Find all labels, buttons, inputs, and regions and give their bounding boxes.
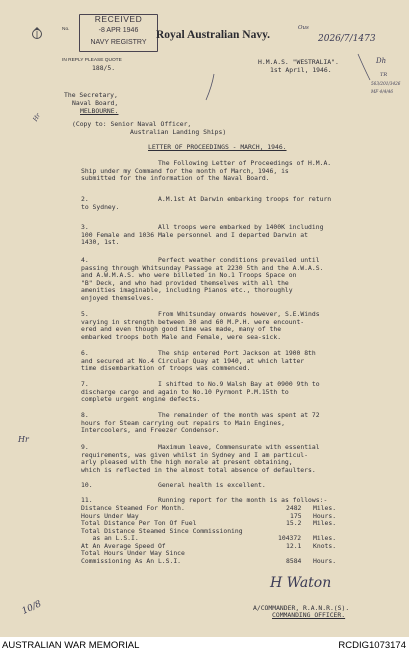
paragraph-4-line-6: enjoyed themselves. xyxy=(81,293,155,302)
report-row-label: Total Hours Under Way Since xyxy=(81,549,185,557)
signoff-title: COMMANDING OFFICER. xyxy=(272,611,346,619)
report-row-value: 15.2 xyxy=(286,519,302,527)
paragraph-7-number: 7. xyxy=(81,380,89,388)
report-row-value: 8584 xyxy=(286,556,302,565)
report-row-label: Commissioning As An L.S.I. xyxy=(81,556,182,565)
report-row-label: Total Distance Steamed Since Commissioning xyxy=(81,526,243,535)
addressee-line-1: The Secretary, xyxy=(64,91,118,99)
report-row-value: 2482 xyxy=(286,504,302,512)
letter-date: 1st April, 1946. xyxy=(270,66,332,74)
paragraph-1-line-1: The Following Letter of Proceedings of H.M.A. xyxy=(158,159,332,167)
paragraph-2-line-2: to Sydney. xyxy=(81,203,120,211)
paragraph-6-line-2: and secured at No.4 Circular Quay at 1940, at which latter xyxy=(81,356,305,365)
letterhead: Royal Australian Navy. xyxy=(156,29,271,41)
paragraph-6-number: 6. xyxy=(81,349,89,357)
handwritten-file-reference: 2026/7/1473 xyxy=(318,34,376,44)
paragraph-5-number: 5. xyxy=(81,310,89,318)
report-row-label: Hours Under Way xyxy=(81,511,139,520)
paragraph-8-line-2: hours for Steam carrying out repairs to Main Engines, xyxy=(81,418,285,427)
stamp-line-received: RECEIVED xyxy=(94,14,143,24)
paragraph-9-line-2: requirements, was given whilst in Sydney and I am particul- xyxy=(81,450,309,459)
footer-record-id: RCDIG1073174 xyxy=(338,640,406,651)
paragraph-3-number: 3. xyxy=(81,223,89,231)
paragraph-8-number: 8. xyxy=(81,411,89,419)
paragraph-4-line-4: "B" Deck, and who had provided themselves with all the xyxy=(81,278,289,287)
paragraph-4-line-5: amenities imaginable, including Pianos etc., thoroughly xyxy=(81,286,293,294)
paragraph-5-line-2: varying in strength between 30 and 60 M.P.H. were encount- xyxy=(81,317,305,326)
pencil-stroke-mark xyxy=(200,72,220,102)
paragraph-9-line-1: Maximum leave, Commensurate with essential xyxy=(158,443,320,451)
ship-name: H.M.A.S. "WESTRALIA". xyxy=(258,58,339,66)
paragraph-9-line-3: arly pleased with the high morale at present obtaining, xyxy=(81,458,293,466)
paragraph-7-line-3: complete urgent engine defects. xyxy=(81,395,201,403)
stamp-line-date: -8 APR 1946 xyxy=(98,27,139,34)
paragraph-4-number: 4. xyxy=(81,256,89,264)
paragraph-5-line-3: ered and even though good time was made, many of the xyxy=(81,325,282,333)
handwritten-note-3: 563/201/3426 xyxy=(371,81,401,86)
handwritten-margin-note: Hr xyxy=(31,112,43,123)
paragraph-7-line-2: discharge cargo and again to No.10 Pyrmont P.M.15th to xyxy=(81,387,289,396)
handwritten-note-4: MF 4/4/46 xyxy=(371,89,394,94)
reply-quote-label: IN REPLY PLEASE QUOTE xyxy=(62,58,122,63)
handwritten-note-2: TR xyxy=(380,72,388,78)
handwritten-margin-note-lower: Hr xyxy=(18,435,29,444)
margin-number-label: No. xyxy=(62,27,70,32)
signature: H Waton xyxy=(270,575,332,591)
report-row-unit: Knots. xyxy=(313,541,337,550)
report-row-label: as an L.S.I. xyxy=(81,534,139,542)
paragraph-7-line-1: I shifted to No.9 Walsh Bay at 0900 9th to xyxy=(158,380,320,388)
handwritten-note-1: Dh xyxy=(376,57,387,65)
reference-number: 188/5. xyxy=(92,64,116,72)
report-row-label: At An Average Speed Of xyxy=(81,541,166,550)
paragraph-8-line-3: Intercoolers, and Freezer Condensor. xyxy=(81,426,220,434)
paragraph-10-line-1: General health is excellent. xyxy=(158,481,266,489)
copy-to-line-2: Australian Landing Ships) xyxy=(130,128,227,136)
report-row-value: 12.1 xyxy=(286,541,302,550)
report-row-value: 104372 xyxy=(278,534,302,542)
paragraph-11-number: 11. xyxy=(81,496,93,504)
paragraph-4-line-2: passing through Whitsunday Passage at 2230 5th and the A.W.A.S. xyxy=(81,263,324,272)
paragraph-9-number: 9. xyxy=(81,443,89,451)
report-row-unit: Hours. xyxy=(313,556,337,565)
signoff-rank: A/COMMANDER, R.A.N.R.(S). xyxy=(253,604,350,612)
subject-line: LETTER OF PROCEEDINGS - MARCH, 1946. xyxy=(148,143,287,151)
handwritten-bottom-mark: 10/8 xyxy=(20,599,44,617)
paragraph-3-line-3: 1430, 1st. xyxy=(81,238,120,246)
addressee-line-3: MELBOURNE. xyxy=(80,107,119,115)
report-intro: Running report for the month is as follows:- xyxy=(158,496,328,504)
report-row-value: 175 xyxy=(290,511,302,520)
paragraph-10-number: 10. xyxy=(81,481,93,489)
report-row-label: Distance Steamed For Month. xyxy=(81,504,185,512)
stamp-line-registry: NAVY REGISTRY xyxy=(90,39,147,46)
paragraph-8-line-1: The remainder of the month was spent at 72 xyxy=(158,411,320,419)
paragraph-4-line-3: and A.W.M.A.S. who were billeted in No.1 Troops Space on xyxy=(81,271,297,279)
paragraph-1-line-3: submitted for the information of the Naval Board. xyxy=(81,174,270,182)
paragraph-6-line-1: The ship entered Port Jackson at 1900 8th xyxy=(158,349,316,357)
paragraph-3-line-2: 100 Female and 1036 Male personnel and I departed Darwin at xyxy=(81,230,309,239)
paragraph-3-line-1: All troops were embarked by 1400K including xyxy=(158,223,324,231)
paragraph-9-line-4: which is reflected in the almost total absence of defaulters. xyxy=(81,465,316,474)
paragraph-4-line-1: Perfect weather conditions prevailed until xyxy=(158,256,320,264)
paragraph-2-number: 2. xyxy=(81,195,89,203)
copy-to-line-1: (Copy to: Senior Naval Officer, xyxy=(72,120,192,128)
report-row-unit: Miles. xyxy=(313,519,337,527)
paragraph-6-line-3: time disembarkation of troops was commenced. xyxy=(81,364,251,372)
paragraph-5-line-4: embarked troops both Male and Female, were sea-sick. xyxy=(81,332,282,341)
footer-archive-name: AUSTRALIAN WAR MEMORIAL xyxy=(2,640,140,651)
paragraph-1-line-2: Ship under my Command for the month of March, 1946, is xyxy=(81,166,289,175)
pencil-tick-mark xyxy=(354,52,374,82)
report-row-unit: Hours. xyxy=(313,511,337,520)
paragraph-5-line-1: From Whitsunday onwards however, S.E.Winds xyxy=(158,310,320,318)
addressee-line-2: Naval Board, xyxy=(72,99,119,107)
paragraph-2-line-1: A.M.1st At Darwin embarking troops for return xyxy=(158,195,332,203)
archive-footer xyxy=(0,637,409,653)
received-stamp xyxy=(79,14,158,52)
navy-crest-icon xyxy=(30,26,44,40)
report-row-label: Total Distance Per Ton Of Fuel xyxy=(81,519,197,527)
report-row-unit: Miles. xyxy=(313,504,337,512)
handwritten-small-note: Ous xyxy=(298,25,309,31)
report-row-unit: Miles. xyxy=(313,534,337,542)
